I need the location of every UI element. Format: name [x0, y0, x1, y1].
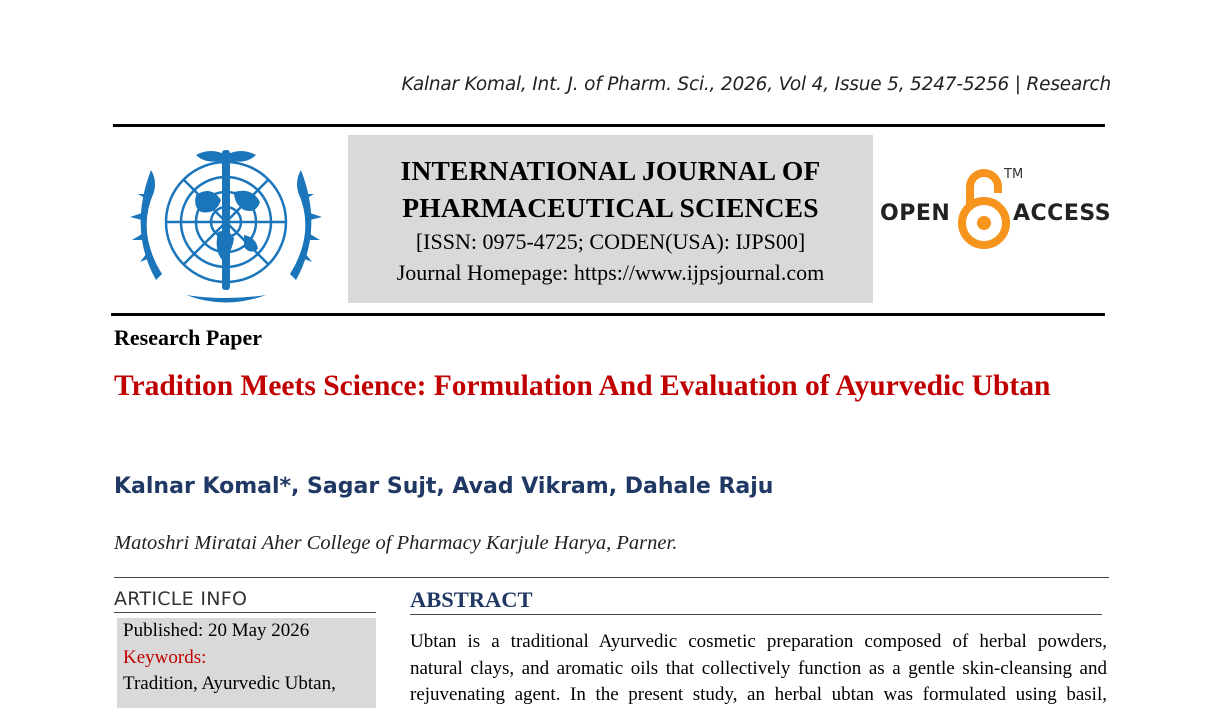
abstract-line: rejuvenating agent. In the present study, an herbal ubtan was formulated using basil, [410, 684, 1107, 705]
citation-header: Kalnar Komal, Int. J. of Pharm. Sci., 2026, Vol 4, Issue 5, 5247-5256 | Research [401, 74, 1111, 95]
open-access-open-text: OPEN [880, 201, 951, 226]
top-rule [113, 124, 1105, 127]
journal-name-line2: PHARMACEUTICAL SCIENCES [402, 192, 819, 223]
journal-issn: [ISSN: 0975-4725; CODEN(USA): IJPS00] [415, 229, 806, 254]
abstract-text [410, 629, 1107, 709]
trademark-mark: TM [1004, 167, 1024, 182]
open-access-logo [880, 165, 1110, 250]
abstract-line: natural clays, and aromatic oils that collectively function as a gentle skin-cleansing and [410, 657, 1107, 679]
keywords-label: Keywords: [123, 646, 207, 668]
article-authors: Kalnar Komal*, Sagar Sujt, Avad Vikram, Dahale Raju [114, 474, 774, 499]
published-date: Published: 20 May 2026 [123, 620, 310, 641]
author-affiliation: Matoshri Miratai Aher College of Pharmacy Karjule Harya, Parner. [114, 532, 678, 554]
abstract-line: Ubtan is a traditional Ayurvedic cosmetic preparation composed of herbal powders, [410, 631, 1107, 652]
open-access-access-text: ACCESS [1013, 201, 1112, 226]
section-divider [114, 577, 1109, 578]
paper-type-label: Research Paper [114, 325, 263, 350]
journal-emblem-icon [126, 140, 326, 305]
abstract-heading: ABSTRACT [410, 587, 1102, 615]
article-title: Tradition Meets Science: Formulation And Evaluation of Ayurvedic Ubtan [114, 370, 1051, 402]
article-info-heading: ARTICLE INFO [114, 588, 376, 613]
keywords-list: Tradition, Ayurvedic Ubtan, [123, 673, 336, 694]
journal-homepage: Journal Homepage: https://www.ijpsjournal.com [396, 260, 825, 285]
bottom-rule [111, 313, 1105, 316]
journal-name-line1: INTERNATIONAL JOURNAL OF [400, 155, 821, 186]
journal-masthead [348, 135, 873, 303]
